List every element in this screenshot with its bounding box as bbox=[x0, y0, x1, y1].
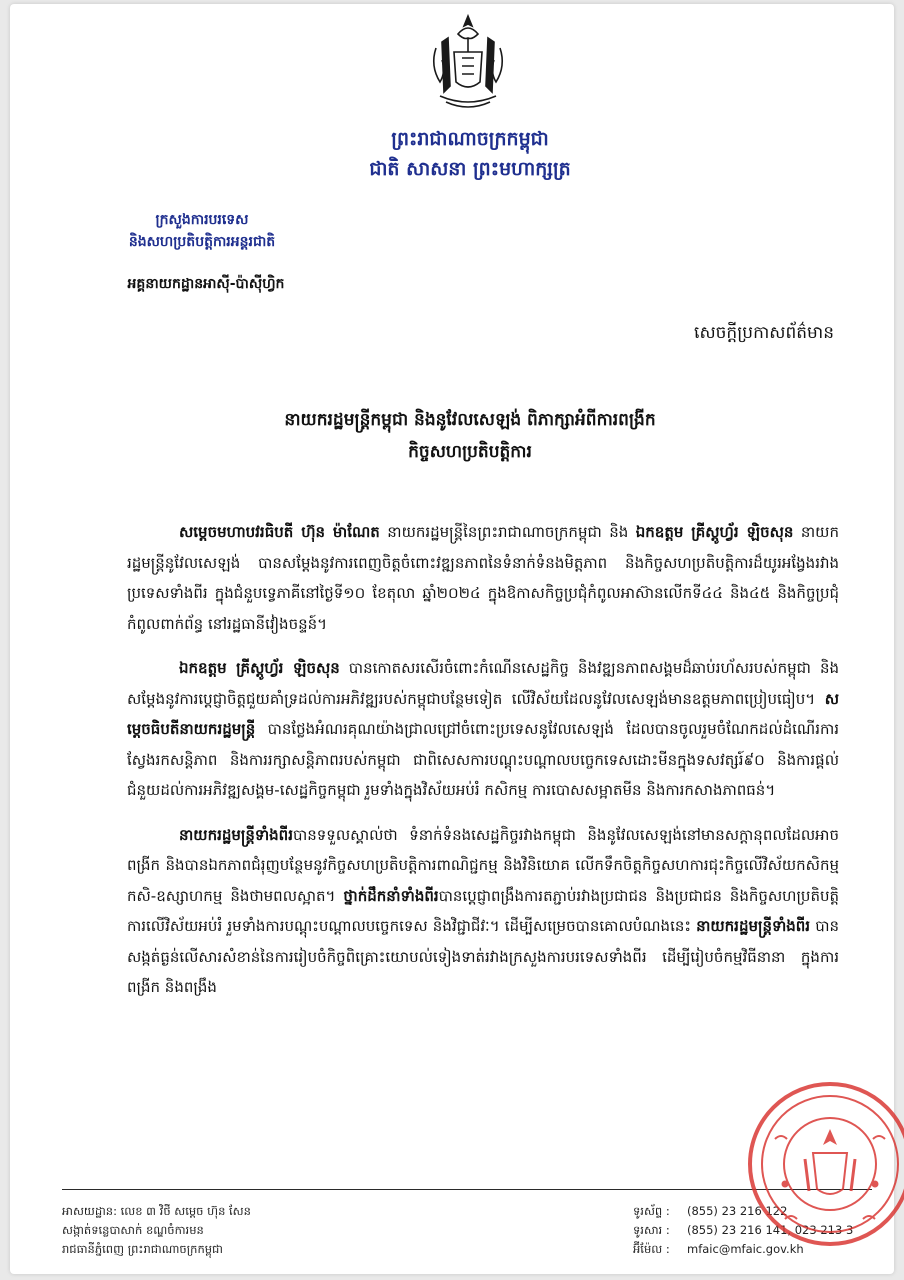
ministry-address bbox=[62, 1202, 482, 1259]
fax-value: (855) 23 216 141, 023 213 3 bbox=[687, 1223, 854, 1237]
address-line: រាជធានីភ្នំពេញ ព្រះរាជាណាចក្រកម្ពុជា bbox=[62, 1242, 223, 1256]
ministry-line-1: ក្រសួងការបរទេស bbox=[155, 212, 249, 228]
royal-arms-emblem-icon bbox=[428, 12, 508, 116]
phone-label: ទូរស័ព្ទ : bbox=[633, 1204, 670, 1218]
address-line: សង្កាត់ទន្លេបាសាក់ ខណ្ឌចំការមន bbox=[62, 1223, 204, 1237]
paragraph-text: នាយករដ្ឋមន្រ្តីនូវែលសេឡង់ បានសម្តែងនូវការពេញចិត្តចំពោះវឌ្ឍនភាពនៃទំនាក់ទំនងមិត្តភាព និងកិច្ចសហប្រតិបត្តិការដ៏យូរអង្វែងរវាងប្រទេសទាំងពីរ ក្នុងជំនួបទ្វេភាគីនៅថ្ងៃទី១០ ខែតុលា ឆ្នាំ២០២៤ ក្នុងឱកាសកិច្ចប្រជុំកំពូលអាស៊ានលើកទី៤៤ និង៤៥ និងកិច្ចប្រជុំកំពូលពាក់ព័ន្ធ នៅរដ្ឋធានីវៀងចន្ទន៍។ bbox=[127, 523, 839, 633]
headline-line-1: នាយករដ្ឋមន្រ្តីកម្ពុជា និងនូវែលសេឡង់ ពិភាក្សាអំពីការពង្រីក bbox=[284, 410, 656, 430]
paragraph-3 bbox=[127, 820, 839, 1003]
letter-page bbox=[10, 4, 894, 1274]
kingdom-name: ព្រះរាជាណាចក្រកម្ពុជា bbox=[391, 128, 549, 150]
speaker-name: សម្តេចធិបតីនាយករដ្ឋមន្រ្តី bbox=[127, 689, 839, 738]
speaker-name: ឯកឧត្តម គ្រីស្តូហ្វ័រ ឡិចសុន bbox=[635, 523, 794, 541]
address-line: អាសយដ្ឋាន: លេខ ៣ វិថី សម្តេច ហ៊ុន សែន bbox=[62, 1204, 251, 1218]
paragraph-text: បានប្តេជ្ញាពង្រឹងការតភ្ជាប់រវាងប្រជាជន និងប្រជាជន និងកិច្ចសហប្រតិបត្តិការលើវិស័យអប់រំ រួមទាំងការបណ្តុះបណ្តាលបច្ចេកទេស និងវិជ្ជាជីវៈ។ ដើម្បីសម្រេចបានគោលបំណងនេះ bbox=[127, 886, 840, 935]
fax-label: ទូរសារ : bbox=[633, 1223, 670, 1237]
department-name: អគ្គនាយកដ្ឋានអាស៊ី-ប៉ាស៊ីហ្វិក bbox=[127, 276, 285, 292]
paragraph-text: បានថ្លែងអំណរគុណយ៉ាងជ្រាលជ្រៅចំពោះប្រទេសនូវែលសេឡង់ ដែលបានចូលរួមចំណែកដល់ដំណើរការស្វែងរកសន្តិភាព និងការរក្សាសន្តិភាពរបស់កម្ពុជា ជាពិសេសការបណ្តុះបណ្តាលបច្ចេកទេសដោះមីនក្នុងទសវត្សរ៍៩០ និងការផ្តល់ជំនួយដល់ការអភិវឌ្ឍសង្គម-សេដ្ឋកិច្ចកម្ពុជា រួមទាំងក្នុងវិស័យអប់រំ កសិកម្ម ការបោសសម្អាតមីន និងការកសាងភាពធន់។ bbox=[127, 720, 839, 799]
headline-line-2: កិច្ចសហប្រតិបត្តិការ bbox=[408, 442, 532, 462]
document-type: សេចក្តីប្រកាសព័ត៌មាន bbox=[694, 323, 834, 343]
ministry-name bbox=[72, 209, 332, 253]
email-label: អ៊ីម៉ែល : bbox=[633, 1242, 670, 1256]
email-value: mfaic@mfaic.gov.kh bbox=[687, 1242, 804, 1256]
speaker-name: សម្តេចមហាបវរធិបតី ហ៊ុន ម៉ាណែត bbox=[179, 523, 380, 541]
ministry-line-2: និងសហប្រតិបត្តិការអន្តរជាតិ bbox=[128, 234, 276, 250]
paragraph-text: បានទទួលស្គាល់ថា ទំនាក់ទំនងសេដ្ឋកិច្ចរវាងកម្ពុជា និងនូវែលសេឡង់នៅមានសក្តានុពលដែលអាចពង្រីក និងបានឯកភាពជំរុញបន្ថែមនូវកិច្ចសហប្រតិបត្តិការពាណិជ្ជកម្ម និងវិនិយោគ លើកទឹកចិត្តកិច្ចសហការជុះកិច្ចលើវិស័យកសិកម្ម កសិ-ឧស្សាហកម្ម និងថាមពលស្អាត។ bbox=[127, 825, 839, 905]
official-seal-stamp-icon bbox=[745, 1079, 904, 1249]
speaker-name: ឯកឧត្តម គ្រីស្តូហ្វ័រ ឡិចសុន bbox=[179, 659, 340, 677]
speaker-name: ថ្នាក់ដឹកនាំទាំងពីរ bbox=[343, 886, 439, 905]
press-release-headline bbox=[170, 404, 770, 468]
speaker-name: នាយករដ្ឋមន្រ្តីទាំងពីរ bbox=[179, 825, 293, 844]
phone-value: (855) 23 216 122 bbox=[687, 1204, 788, 1218]
paragraph-2 bbox=[127, 653, 839, 806]
speaker-name: នាយករដ្ឋមន្រ្តីទាំងពីរ bbox=[696, 917, 811, 935]
paragraph-1 bbox=[127, 517, 839, 639]
paragraph-text: នាយករដ្ឋមន្រ្តីនៃព្រះរាជាណាចក្រកម្ពុជា និង bbox=[379, 523, 636, 541]
paragraph-text: បានសង្កត់ធ្ងន់លើសារសំខាន់នៃការរៀបចំកិច្ចពិគ្រោះយោបល់ទៀងទាត់រវាងក្រសួងការបរទេសទាំងពីរ ដើម្បីរៀបចំកម្មវិធីនានា ក្នុងការពង្រីក និងពង្រឹង bbox=[127, 917, 839, 996]
press-release-body bbox=[127, 517, 839, 1017]
kingdom-header bbox=[310, 124, 630, 184]
paragraph-text: បានកោតសរសើរចំពោះកំណើនសេដ្ឋកិច្ច និងវឌ្ឍនភាពសង្គមដ៏ឆាប់រហ័សរបស់កម្ពុជា និងសម្តែងនូវការប្តេជ្ញាចិត្តជួយគាំទ្រដល់ការអភិវឌ្ឍរបស់កម្ពុជាបន្ថែមទៀត លើវិស័យដែលនូវែលសេឡង់មានឧត្តមភាពប្រៀបធៀប។ bbox=[127, 659, 839, 708]
national-motto: ជាតិ សាសនា ព្រះមហាក្សត្រ bbox=[369, 158, 571, 180]
